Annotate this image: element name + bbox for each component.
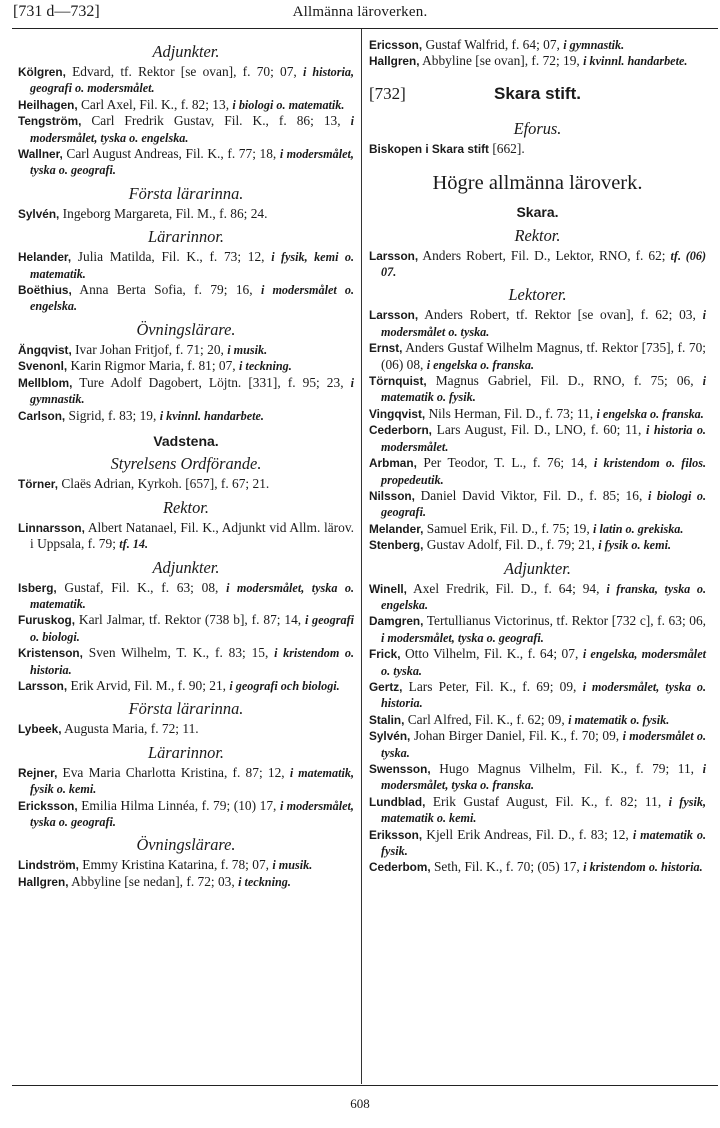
entry-details: Abbyline [se nedan], f. 72; 03, [68,873,239,889]
entry-name: Ericsson, [369,38,423,52]
entry-list [369,307,706,553]
entry-list [18,206,354,222]
entry-subjects: i biologi o. geografi. [381,488,707,520]
staff-entry [18,206,354,222]
entry-details: Karl Jalmar, tf. Rektor (738 b], f. 87; 14, [75,612,306,628]
entry-subjects: i historia, geografi o. modersmålet. [30,65,354,96]
entry-subjects: i latin o. grekiska. [593,521,684,536]
entry-name: Heilhagen, [18,97,78,112]
entry-details: Ivar Johan Fritjof, f. 71; 20, [71,341,228,357]
entry-details: Otto Vilhelm, Fil. K., f. 64; 07, [400,646,583,662]
entry-name: Kölgren, [18,65,66,79]
entry-name: Melander, [369,521,424,536]
entry-name: Stalin, [369,712,405,727]
entry-name: Vingqvist, [369,406,426,421]
staff-entry [369,679,706,712]
entry-name: Stenberg, [369,538,424,553]
staff-entry [18,645,354,678]
entry-subjects: i modersmålet, tyska o. historia. [381,679,706,711]
entry-name: Eriksson, [369,827,423,842]
entry-subjects: i matematik o. fysik. [381,827,706,859]
page-range: [731 d—732] [13,3,100,20]
entry-name: Mellblom, [18,375,73,390]
entry-subjects: i kvinnl. handarbete. [583,54,688,69]
section-heading: Rektor. [163,497,209,517]
entry-details: Gustav Adolf, Fil. D., f. 79; 21, [423,537,599,553]
entry-details: Seth, Fil. K., f. 70; (05) 17, [430,859,584,875]
entry-name: Wallner, [18,147,63,162]
entry-name: Carlson, [18,408,66,423]
entry-subjects: i musik. [272,858,313,873]
entry-subjects: i historia o. modersmålet. [381,423,706,454]
entry-name: Larsson, [369,248,419,263]
stift-header [369,83,706,114]
staff-entry [18,146,354,179]
entry-list [18,64,354,179]
entry-details: Lars Peter, Fil. K., f. 69; 09, [402,678,583,694]
stift-title: Skara stift. [494,83,581,103]
staff-entry [369,646,706,679]
entry-subjects: tf. (06) 07. [381,248,707,280]
entry-list [18,721,354,737]
entry-name: Cederbom, [369,860,431,875]
staff-entry [18,97,354,113]
section-heading: Första lärarinna. [128,699,244,719]
staff-entry [18,765,354,798]
entry-list [369,248,706,281]
entry-details: Eva Maria Charlotta Kristina, f. 87; 12, [57,764,290,780]
staff-entry [18,678,354,694]
entry-subjects: i engelska, modersmålet o. tyska. [381,647,706,678]
entry-list [18,520,354,553]
entry-subjects: i modersmålet o. engelska. [30,283,354,314]
entry-name: Lybeek, [18,722,62,737]
staff-entry [369,37,706,53]
section-heading: Adjunkter. [504,558,571,578]
right-column [369,37,706,876]
entry-subjects: i kvinnl. handarbete. [159,408,264,423]
entry-subjects: i fysik o. kemi. [598,538,672,553]
entry-details: Ture Adolf Dagobert, Löjtn. [331], f. 95; 23, [72,374,351,390]
staff-entry [18,520,354,553]
staff-entry [369,521,706,537]
entry-details: Anders Gustaf Wilhelm Magnus, tf. Rektor [735], f. 70; (06) 08, [381,340,706,372]
entry-subjects: i engelska o. franska. [426,357,535,372]
section-heading: Övningslärare. [136,835,236,855]
entry-list [369,37,706,70]
entry-name: Furuskog, [18,613,76,628]
staff-entry [369,827,706,860]
entry-name: Helander, [18,250,72,265]
staff-entry [18,721,354,737]
entry-name: Larsson, [369,308,419,323]
entry-subjects: i modersmålet, tyska o. matematik. [30,580,354,611]
entry-details: Edvard, tf. Rektor [se ovan], f. 70; 07, [65,64,304,79]
entry-name: Ängqvist, [18,342,72,357]
entry-details: [662]. [488,140,525,156]
entry-name: Cederborn, [369,423,432,438]
entry-name: Hallgren, [18,874,69,889]
stift-number: [732] [369,83,406,103]
entry-subjects: i kristendom o. historia. [30,646,354,677]
entry-details: Gustaf Walfrid, f. 64; 07, [422,37,564,52]
entry-list [18,765,354,831]
entry-name: Tengström, [18,114,82,129]
staff-entry [369,373,706,406]
entry-list [369,141,706,157]
entry-details: Erik Gustaf August, Fil. K., f. 82; 11, [425,793,669,809]
entry-subjects: i matematik, fysik o. kemi. [30,765,355,797]
entry-details: Johan Birger Daniel, Fil. K., f. 70; 09, [410,728,623,744]
staff-entry [369,613,706,646]
entry-details: Sigrid, f. 83; 19, [65,407,160,423]
staff-entry [18,358,354,374]
entry-subjects: i modersmålet o. tyska. [381,729,706,760]
entry-name: Arbman, [369,456,417,471]
entry-subjects: i fysik, matematik o. kemi. [381,794,706,826]
entry-name: Lundblad, [369,794,426,809]
entry-details: Anders Robert, Fil. D., Lektor, RNO, f. 62; [418,247,671,263]
entry-name: Sylvén, [18,206,60,221]
entry-name: Larsson, [18,678,68,693]
entry-subjects: i modersmålet o. tyska. [381,308,706,339]
entry-details: Sven Wilhelm, T. K., f. 83; 15, [82,645,275,661]
entry-details: Claës Adrian, Kyrkoh. [657], f. 67; 21. [58,476,270,492]
entry-name: Törner, [18,477,58,492]
entry-subjects: i kristendom o. historia. [583,860,703,875]
entry-name: Rejner, [18,765,58,780]
entry-subjects: tf. 14. [119,537,149,552]
entry-subjects: i modersmålet, tyska o. engelska. [30,114,354,145]
entry-subjects: i gymnastik. [563,38,625,52]
entry-details: Samuel Erik, Fil. D., f. 75; 19, [423,520,594,536]
entry-details: Emmy Kristina Katarina, f. 78; 07, [78,857,273,873]
entry-name: Isberg, [18,580,57,595]
entry-details: Nils Herman, Fil. D., f. 73; 11, [425,405,597,421]
staff-entry [18,580,354,613]
header-rule [12,28,718,29]
section-heading: Styrelsens Ordförande. [110,454,262,474]
staff-entry [18,375,354,408]
section-heading: Lärarinnor. [147,742,225,762]
entry-details: Per Teodor, T. L., f. 76; 14, [416,455,594,471]
left-column [18,37,354,890]
entry-details: Emilia Hilma Linnéa, f. 79; (10) 17, [77,797,280,813]
footer-rule [12,1085,718,1086]
entry-details: Carl Alfred, Fil. K., f. 62; 09, [404,711,569,727]
staff-entry [18,249,354,282]
entry-subjects: i modersmålet, tyska o. geografi. [381,630,544,645]
entry-subjects: i geografi och biologi. [229,678,340,693]
entry-subjects: i modersmålet, tyska o. franska. [381,762,706,793]
staff-entry [18,798,354,831]
entry-name: Sylvén, [369,729,411,744]
entry-details: Hugo Magnus Vilhelm, Fil. K., f. 79; 11, [430,761,703,776]
staff-entry [18,282,354,315]
staff-entry [18,612,354,645]
entry-name: Hallgren, [369,54,420,69]
entry-subjects: i modersmålet, tyska o. geografi. [30,147,354,178]
staff-entry [369,248,706,281]
entry-details: Carl August Andreas, Fil. K., f. 77; 18, [62,146,280,162]
entry-list [18,476,354,492]
staff-entry [18,476,354,492]
staff-entry [369,488,706,521]
column-divider [361,29,362,1084]
page-header [0,4,720,26]
entry-subjects: i franska, tyska o. engelska. [381,581,706,612]
staff-entry [18,408,354,424]
section-heading: Adjunkter. [152,557,220,577]
town-heading: Skara. [516,204,559,221]
entry-list [18,857,354,890]
staff-entry [369,307,706,340]
entry-subjects: i modersmålet, tyska o. geografi. [30,798,354,829]
section-heading: Lärarinnor. [147,227,225,247]
entry-details: Abbyline [se ovan], f. 72; 19, [419,53,584,69]
staff-entry [18,874,354,890]
entry-list [18,249,354,315]
section-heading: Eforus. [513,118,562,138]
staff-entry [369,728,706,761]
section-heading: Rektor. [514,225,561,245]
staff-entry [18,64,354,97]
staff-entry [369,794,706,827]
staff-entry [369,340,706,373]
entry-details: Karin Rigmor Maria, f. 81; 07, [67,358,239,374]
section-heading: Övningslärare. [136,319,236,339]
entry-name: Svenonl, [18,359,68,374]
entry-name: Damgren, [369,614,424,629]
section-heading: Lektorer. [508,285,567,305]
entry-details: Augusta Maria, f. 72; 11. [61,721,199,737]
entry-name: Swensson, [369,762,431,776]
entry-name: Nilsson, [369,488,415,503]
staff-entry [369,859,706,875]
staff-entry [18,342,354,358]
staff-entry [18,113,354,146]
entry-details: Lars August, Fil. D., LNO, f. 60; 11, [431,422,647,438]
staff-entry [369,581,706,614]
entry-details: Anna Berta Sofia, f. 79; 16, [71,282,261,298]
page-number: 608 [350,1096,370,1111]
entry-name: Linnarsson, [18,520,85,535]
entry-name: Biskopen i Skara stift [369,141,489,156]
entry-subjects: i engelska o. franska. [596,406,704,421]
running-title: Allmänna läroverken. [292,4,428,20]
entry-details: Carl Axel, Fil. K., f. 82; 13, [77,96,233,112]
staff-entry [369,406,706,422]
entry-subjects: i biologi o. matematik. [232,97,345,112]
staff-entry [369,422,706,455]
staff-entry [369,761,706,794]
entry-subjects: i matematik o. fysik. [381,374,706,405]
school-heading: Högre allmänna läroverk. [432,172,643,195]
staff-entry [369,537,706,553]
entry-details: Axel Fredrik, Fil. D., f. 64; 94, [406,580,607,596]
entry-subjects: i kristendom o. filos. propedeutik. [381,456,706,487]
entry-subjects: i gymnastik. [30,375,354,407]
staff-entry [18,857,354,873]
entry-details: Gustaf, Fil. K., f. 63; 08, [56,579,227,595]
staff-entry [369,53,706,69]
entry-list [18,580,354,695]
entry-details: Tertullianus Victorinus, tf. Rektor [732 c], f. 63; 06, [423,613,706,629]
entry-subjects: i matematik o. fysik. [568,712,670,727]
entry-details: Daniel David Viktor, Fil. D., f. 85; 16, [414,487,649,503]
entry-name: Törnquist, [369,374,427,389]
entry-name: Lindström, [18,858,79,873]
entry-name: Frick, [369,647,401,662]
entry-subjects: i fysik, kemi o. matematik. [30,250,354,281]
entry-subjects: i geografi o. biologi. [30,613,355,644]
entry-name: Ericksson, [18,798,78,813]
entry-details: Ingeborg Margareta, Fil. M., f. 86; 24. [59,205,268,221]
staff-entry [369,455,706,488]
entry-details: Magnus Gabriel, Fil. D., RNO, f. 75; 06, [426,373,703,389]
entry-list [18,342,354,424]
entry-list [369,581,706,876]
entry-subjects: i musik. [227,342,268,357]
entry-subjects: i teckning. [238,874,291,889]
entry-details: Anders Robert, tf. Rektor [se ovan], f. 62; 03, [418,307,703,323]
section-heading: Adjunkter. [152,42,220,61]
staff-entry [369,141,706,157]
section-heading: Första lärarinna. [128,183,244,203]
entry-details: Erik Arvid, Fil. M., f. 90; 21, [67,677,230,693]
entry-details: Julia Matilda, Fil. K., f. 73; 12, [71,249,272,265]
entry-subjects: i teckning. [239,359,292,374]
staff-entry [369,712,706,728]
entry-name: Gertz, [369,679,403,694]
entry-name: Winell, [369,581,407,596]
entry-details: Carl Fredrik Gustav, Fil. K., f. 86; 13, [81,113,351,129]
town-heading: Vadstena. [153,432,219,449]
entry-name: Kristenson, [18,646,83,661]
entry-name: Boëthius, [18,283,72,298]
entry-details: Kjell Erik Andreas, Fil. D., f. 83; 12, [422,826,633,842]
entry-name: Ernst, [369,341,403,356]
entry-details: Albert Natanael, Fil. K., Adjunkt vid Allm. lärov. i Uppsala, f. 79; [30,519,354,552]
